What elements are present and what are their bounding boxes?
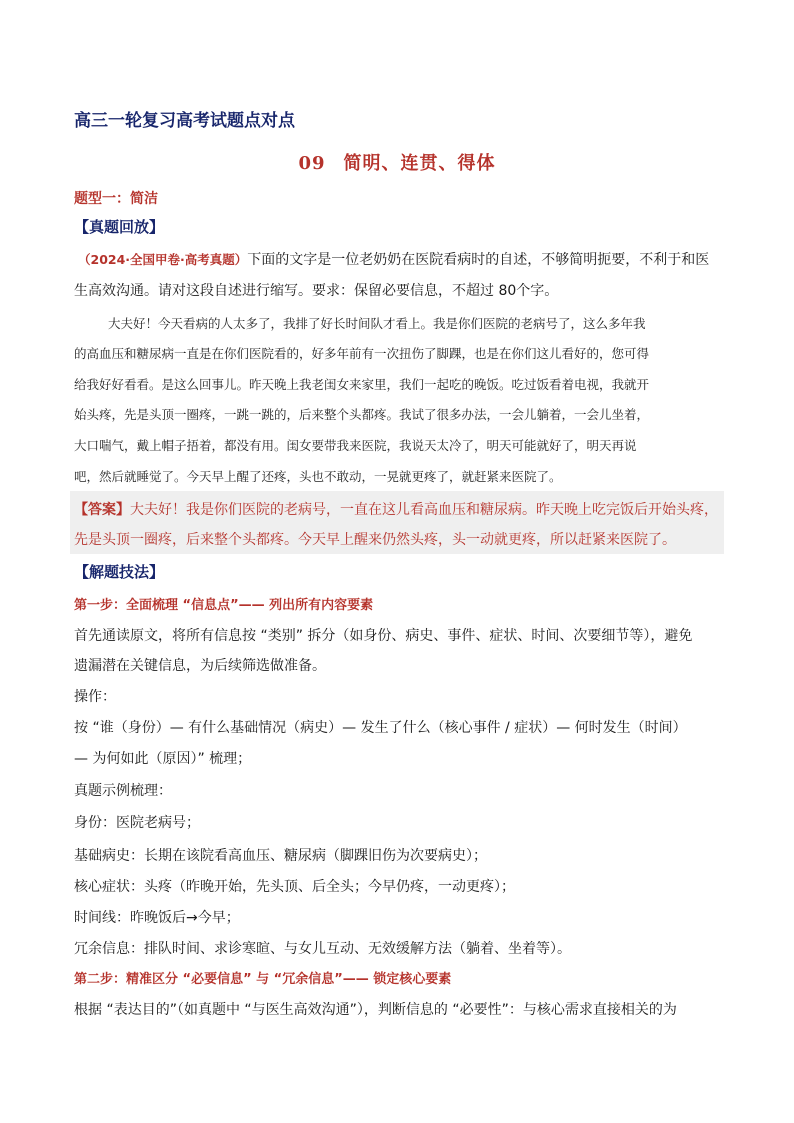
chapter-title-text: 简明、连贯、得体 bbox=[343, 153, 496, 174]
example-symptom: 核心症状：头疼（昨晚开始，先头顶、后全头；今早仍疼，一动更疼）； bbox=[74, 879, 515, 895]
step-1-heading: 第一步：全面梳理 “信息点”—— 列出所有内容要素 bbox=[74, 598, 374, 613]
question-type-label: 题型一：简洁 bbox=[74, 191, 158, 207]
operation-line-2: — 为何如此（原因）” 梳理； bbox=[74, 751, 252, 767]
example-identity: 身份：医院老病号； bbox=[74, 815, 200, 831]
method-heading: 【解题技法】 bbox=[74, 563, 165, 581]
example-redundant: 冗余信息：排队时间、求诊寒暄、与女儿互动、无效缓解方法（躺着、坐着等）。 bbox=[74, 941, 571, 957]
chapter-number: 09 bbox=[298, 153, 326, 174]
step-1-text-1: 首先通读原文，将所有信息按 “类别” 拆分（如身份、病史、事件、症状、时间、次要细节等），避免 bbox=[74, 628, 693, 644]
operation-line-1: 按 “谁（身份）— 有什么基础情况（病史）— 发生了什么（核心事件 / 症状）— 何时发生（时间） bbox=[74, 720, 687, 736]
example-history: 基础病史：长期在该院看高血压、糖尿病（脚踝旧伤为次要病史）； bbox=[74, 848, 487, 864]
question-line-2: 生高效沟通。请对这段自述进行缩写。要求：保留必要信息，不超过 80个字。 bbox=[74, 283, 559, 299]
passage-line: 大夫好！今天看病的人太多了，我排了好长时间队才看上。我是你们医院的老病号了，这么多年我 bbox=[108, 316, 646, 331]
step-2-heading: 第二步：精准区分 “必要信息” 与 “冗余信息”—— 锁定核心要素 bbox=[74, 972, 452, 987]
example-timeline: 时间线：昨晚饭后→今早； bbox=[74, 910, 240, 926]
operation-label: 操作： bbox=[74, 689, 116, 705]
example-label: 真题示例梳理： bbox=[74, 783, 172, 799]
question-text-1: 下面的文字是一位老奶奶在医院看病时的自述，不够简明扼要，不利于和医 bbox=[247, 252, 710, 268]
chapter-title bbox=[0, 149, 794, 175]
passage-line: 大口喘气，戴上帽子捂着，都没有用。闺女要带我来医院，我说天太冷了，明天可能就好了，明天再说 bbox=[74, 438, 637, 453]
real-question-heading: 【真题回放】 bbox=[74, 218, 165, 236]
step-1-text-2: 遗漏潜在关键信息，为后续筛选做准备。 bbox=[74, 658, 326, 674]
question-source: （2024·全国甲卷·高考真题） bbox=[78, 252, 248, 267]
passage-line: 的高血压和糖尿病一直是在你们医院看的，好多年前有一次扭伤了脚踝，也是在你们这儿看好的，您可得 bbox=[74, 346, 650, 361]
passage-line: 始头疼，先是头顶一圈疼，一跳一跳的，后来整个头都疼。我试了很多办法，一会儿躺着，一会儿坐着， bbox=[74, 407, 650, 422]
series-title: 高三一轮复习高考试题点对点 bbox=[74, 111, 295, 131]
question-line-1 bbox=[78, 249, 709, 269]
answer-text-1: 大夫好！我是你们医院的老病号，一直在这儿看高血压和糖尿病。昨天晚上吃完饭后开始头疼， bbox=[130, 502, 718, 518]
passage-line: 给我好好看看。是这么回事儿。昨天晚上我老闺女来家里，我们一起吃的晚饭。吃过饭看着电视，我就开 bbox=[74, 377, 650, 392]
step-2-text-1: 根据 “表达目的”（如真题中 “与医生高效沟通”），判断信息的 “必要性”：与核心需求直接相关的为 bbox=[74, 1002, 677, 1018]
answer-line-1 bbox=[74, 499, 718, 519]
passage-line: 吧，然后就睡觉了。今天早上醒了还疼，头也不敢动，一晃就更疼了，就赶紧来医院了。 bbox=[74, 469, 562, 484]
answer-label: 【答案】 bbox=[74, 502, 130, 518]
answer-line-2: 先是头顶一圈疼，后来整个头都疼。今天早上醒来仍然头疼，头一动就更疼，所以赶紧来医院了。 bbox=[74, 532, 676, 548]
